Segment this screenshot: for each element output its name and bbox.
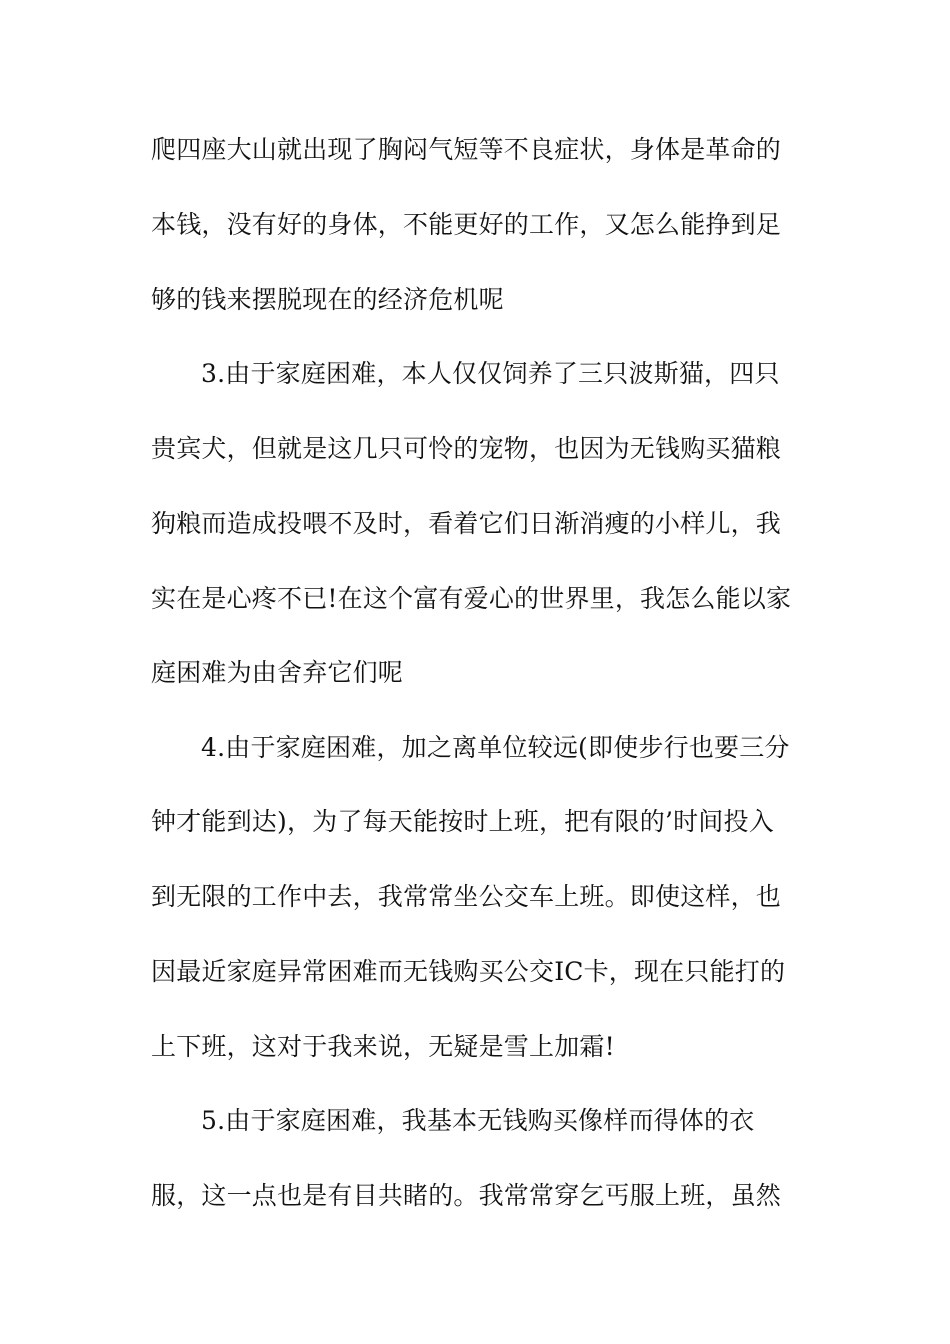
text-line: 爬四座大山就出现了胸闷气短等不良症状，身体是革命的 [151,135,782,164]
paragraph-4-start: 4.由于家庭困难，加之离单位较远(即使步行也要三分 [201,733,790,762]
text-line: 上下班，这对于我来说，无疑是雪上加霜! [151,1032,615,1061]
text-line: 到无限的工作中去，我常常坐公交车上班。即使这样，也 [151,882,782,911]
text-line: 因最近家庭异常困难而无钱购买公交IC卡，现在只能打的 [151,957,786,986]
text-line: 贵宾犬，但就是这几只可怜的宠物，也因为无钱购买猫粮 [151,434,782,463]
text-line: 实在是心疼不已!在这个富有爱心的世界里，我怎么能以家 [151,584,792,613]
paragraph-5-start: 5.由于家庭困难，我基本无钱购买像样而得体的衣 [201,1106,755,1135]
text-line: 钟才能到达)，为了每天能按时上班，把有限的’时间投入 [151,807,774,836]
text-line: 狗粮而造成投喂不及时，看着它们日渐消瘦的小样儿，我 [151,509,782,538]
text-line: 本钱，没有好的身体，不能更好的工作，又怎么能挣到足 [151,210,782,239]
text-line: 庭困难为由舍弃它们呢 [151,658,404,687]
text-line: 够的钱来摆脱现在的经济危机呢 [151,285,504,314]
paragraph-3-start: 3.由于家庭困难，本人仅仅饲养了三只波斯猫，四只 [201,359,780,388]
text-line: 服，这一点也是有目共睹的。我常常穿乞丐服上班，虽然 [151,1181,782,1210]
